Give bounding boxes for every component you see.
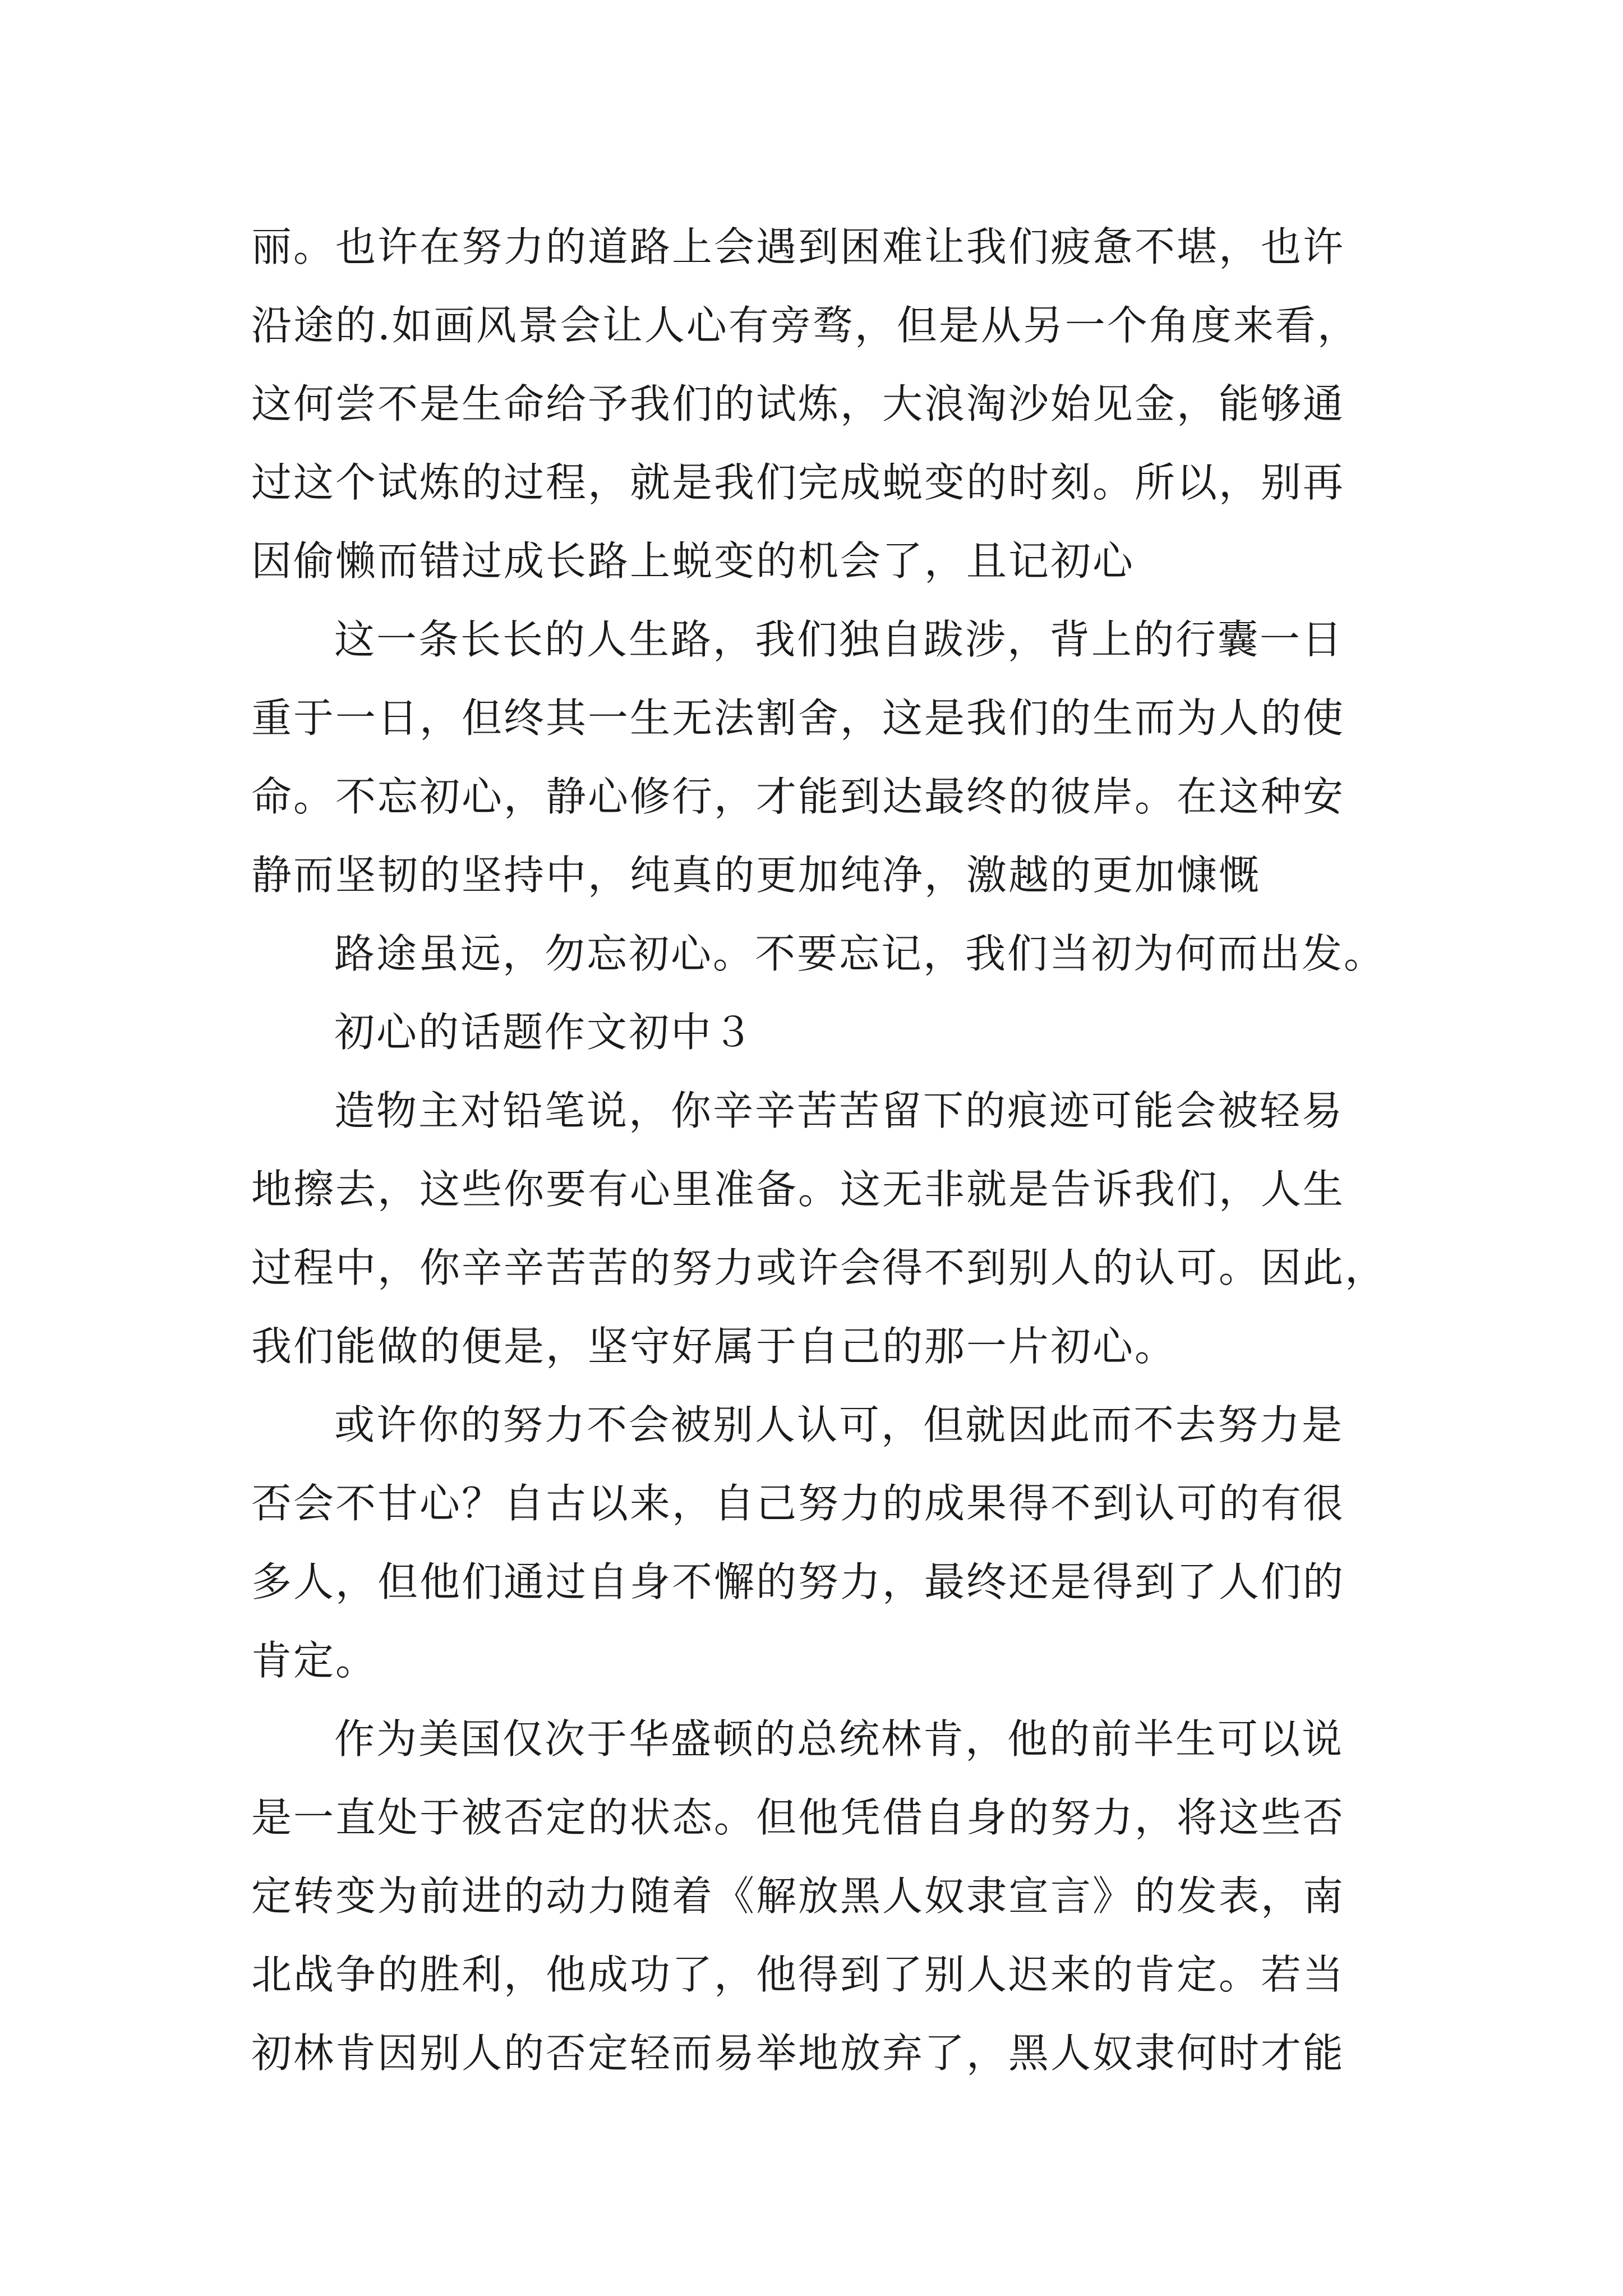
text-line: 初林肯因别人的否定轻而易举地放弃了，黑人奴隶何时才能 [251, 2030, 1345, 2077]
text-line: 丽。也许在努力的道路上会遇到困难让我们疲惫不堪，也许 [251, 223, 1345, 270]
text-line: 肯定。 [251, 1637, 378, 1684]
text-line: 过程中，你辛辛苦苦的努力或许会得不到别人的认可。因此， [251, 1244, 1387, 1291]
paragraph-first-line: 或许你的努力不会被别人认可，但就因此而不去努力是 [334, 1401, 1344, 1448]
text-line: 我们能做的便是，坚守好属于自己的那一片初心。 [251, 1323, 1177, 1370]
text-line: 多人，但他们通过自身不懈的努力，最终还是得到了人们的 [251, 1558, 1345, 1605]
text-line: 沿途的.如画风景会让人心有旁骛，但是从另一个角度来看， [251, 302, 1359, 349]
text-line: 命。不忘初心，静心修行，才能到达最终的彼岸。在这种安 [251, 773, 1345, 820]
paragraph-first-line: 造物主对铅笔说，你辛辛苦苦留下的痕迹可能会被轻易 [334, 1087, 1344, 1134]
paragraph-first-line: 这一条长长的人生路，我们独自跋涉，背上的行囊一日 [334, 616, 1344, 663]
text-line: 静而坚韧的坚持中，纯真的更加纯净，激越的更加慷慨 [251, 852, 1261, 899]
text-line: 地擦去，这些你要有心里准备。这无非就是告诉我们，人生 [251, 1166, 1345, 1213]
paragraph-first-line: 作为美国仅次于华盛顿的总统林肯，他的前半生可以说 [334, 1715, 1344, 1763]
text-line: 否会不甘心？自古以来，自己努力的成果得不到认可的有很 [251, 1480, 1345, 1527]
text-line: 重于一日，但终其一生无法割舍，这是我们的生而为人的使 [251, 694, 1345, 742]
paragraph-first-line: 路途虽远，勿忘初心。不要忘记，我们当初为何而出发。 [334, 930, 1386, 977]
text-line: 过这个试炼的过程，就是我们完成蜕变的时刻。所以，别再 [251, 459, 1345, 506]
text-line: 因偷懒而错过成长路上蜕变的机会了，且记初心 [251, 537, 1135, 585]
section-heading: 初心的话题作文初中３ [334, 1009, 755, 1056]
text-line: 这何尝不是生命给予我们的试炼，大浪淘沙始见金，能够通 [251, 380, 1345, 427]
text-line: 北战争的胜利，他成功了，他得到了别人迟来的肯定。若当 [251, 1951, 1345, 1998]
text-line: 定转变为前进的动力随着《解放黑人奴隶宣言》的发表，南 [251, 1872, 1345, 1920]
text-line: 是一直处于被否定的状态。但他凭借自身的努力，将这些否 [251, 1794, 1345, 1841]
text-body [251, 208, 1387, 2092]
